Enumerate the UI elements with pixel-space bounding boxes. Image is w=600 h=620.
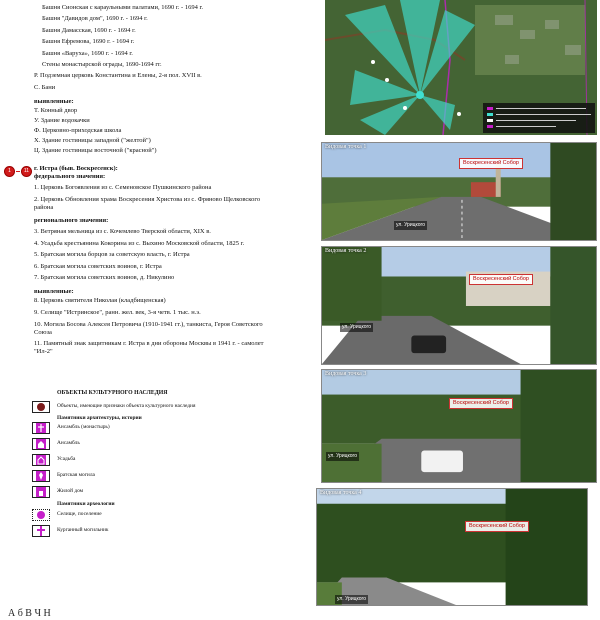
legend-row — [32, 422, 110, 434]
monastery-glyph — [36, 423, 46, 433]
legend-row — [32, 525, 109, 537]
list-item: Х. Здание гостиницы западной ("желтой") — [34, 137, 151, 144]
list-item: Т. Конный двор — [34, 107, 78, 114]
list-item: 5. Братская могила борцов за советскую власть, г. Истра — [34, 251, 190, 258]
viewpoint-photo-3 — [321, 369, 597, 483]
legend-row — [32, 454, 75, 466]
legend-title: ОБЪЕКТЫ КУЛЬТУРНОГО НАСЛЕДИЯ — [57, 390, 168, 396]
list-item: Ф. Церковно-приходская школа — [34, 127, 122, 134]
dot-shape — [37, 511, 45, 519]
ensemble-icon — [32, 438, 50, 450]
viewpoint-photo-4 — [316, 488, 588, 606]
viewpoint-photo-2 — [321, 246, 597, 365]
legend-row — [32, 438, 80, 450]
landmark-label: Воскресенский Собор — [469, 274, 533, 285]
list-item: 11. Памятный знак защитникам г. Истра в дни обороны Москвы в 1941 г. - самолет "Ил-2" — [34, 340, 264, 356]
section-heading: регионального значения: — [34, 217, 109, 224]
page-footer-text: А б В Ч Н — [8, 608, 51, 619]
photo-4-svg — [317, 489, 587, 605]
list-item: Ц. Здание гостиницы восточной ("красной") — [34, 147, 157, 154]
grave-icon — [32, 470, 50, 482]
list-item: Башня Ефремова, 1690 г. - 1694 г. — [42, 38, 135, 45]
street-label: ул. Урицкого — [396, 222, 425, 228]
house-icon — [32, 486, 50, 498]
list-item: Р. Подземная церковь Константина и Елены, 2-я пол. XVII в. — [34, 72, 202, 79]
list-item: 1. Церковь Богоявления из с. Семеновское Пушкинского района — [34, 184, 212, 191]
legend-label: Ансамбль — [57, 440, 80, 447]
photo-caption: Видовая точка 2 — [325, 248, 367, 254]
estate-icon — [32, 454, 50, 466]
grave-glyph — [36, 471, 46, 481]
marker-start: 1 — [4, 166, 15, 177]
photo-caption: Видовая точка 1 — [325, 144, 367, 150]
section-heading: федерального значения: — [34, 173, 106, 180]
map-svg — [325, 0, 597, 135]
legend-row — [32, 486, 83, 498]
ensemble-glyph — [36, 439, 46, 449]
map-image — [325, 0, 597, 135]
legend-label: Усадьба — [57, 456, 76, 463]
landmark-label: Воскресенский Собор — [459, 158, 523, 169]
marker-end: 11 — [21, 166, 32, 177]
list-item: 8. Церковь святителя Николая (кладбищенская) — [34, 297, 166, 304]
legend-row — [32, 401, 195, 413]
legend-subheading: Памятники архитектуры, истории — [57, 415, 142, 421]
list-item: 9. Селище "Истринское", ранн. жел. век, 3-я четв. 1 тыс. н.э. — [34, 309, 201, 316]
settlement-icon — [32, 509, 50, 521]
heritage-object-icon — [32, 401, 50, 413]
list-item: 7. Братская могила советских воинов, д. Никулино — [34, 274, 175, 281]
burial-glyph — [36, 526, 46, 536]
street-label: ул. Урицкого — [328, 453, 357, 459]
range-marker — [4, 166, 32, 177]
photo-caption: Видовая точка 3 — [325, 371, 367, 377]
legend-label: Селище, поселение — [57, 511, 102, 518]
list-item: Башня Дамасская, 1690 г. - 1694 г. — [42, 27, 136, 34]
landmark-label: Воскресенский Собор — [465, 521, 529, 532]
viewpoint-photo-1 — [321, 142, 597, 241]
photo-caption: Видовая точка 4 — [320, 490, 362, 496]
burial-mound-icon — [32, 525, 50, 537]
list-item: У. Здание водокачки — [34, 117, 90, 124]
list-item: Стены монастырской ограды, 1690-1694 гг. — [42, 61, 162, 68]
list-item: 6. Братская могила советских воинов, г. Истра — [34, 263, 162, 270]
section-heading: выявленные: — [34, 98, 74, 105]
estate-glyph — [36, 455, 46, 465]
photo-3-svg — [322, 370, 596, 482]
list-item: Башня "Давидов дом", 1690 г. - 1694 г. — [42, 15, 148, 22]
legend-label: Объекты, имеющие признаки объекта культурного наследия — [57, 403, 196, 410]
list-item: С. Бани — [34, 84, 56, 91]
house-glyph — [36, 487, 46, 497]
list-item: 4. Усадьба крестьянина Кокорина из с. Выхино Московской области, 1825 г. — [34, 240, 245, 247]
landmark-label: Воскресенский Собор — [449, 398, 513, 409]
dot-shape — [37, 403, 45, 411]
street-label: ул. Урицкого — [342, 324, 371, 330]
list-item: 10. Могила Босова Алексея Петровича (1910-1941 гг.), танкиста, Героя Советского Союза — [34, 321, 263, 337]
list-item: 3. Ветряная мельница из с. Кочемлево Тверской области, XIX в. — [34, 228, 211, 235]
legend-subheading: Памятники археологии — [57, 501, 115, 507]
marker-dash — [16, 171, 20, 172]
photo-2-svg — [322, 247, 596, 364]
monastery-icon — [32, 422, 50, 434]
legend-label: Жилой дом — [57, 488, 84, 495]
section-heading: г. Истра (быв. Воскресенск): — [34, 165, 118, 172]
legend-label: Братская могила — [57, 472, 95, 479]
list-item: 2. Церковь Обновления храма Воскресения Христова из с. Фряново Щелковского района — [34, 196, 261, 212]
list-item: Башня «Варуха», 1690 г. - 1694 г. — [42, 50, 133, 57]
legend-label: Курганный могильник — [57, 527, 109, 534]
legend-label: Ансамбль (монастырь) — [57, 424, 110, 431]
street-label: ул. Урицкого — [337, 596, 366, 602]
legend-row — [32, 470, 95, 482]
list-item: Башня Сионская с караульными палатами, 1690 г. - 1694 г. — [42, 4, 204, 11]
legend-row — [32, 509, 102, 521]
section-heading: выявленные: — [34, 288, 74, 295]
